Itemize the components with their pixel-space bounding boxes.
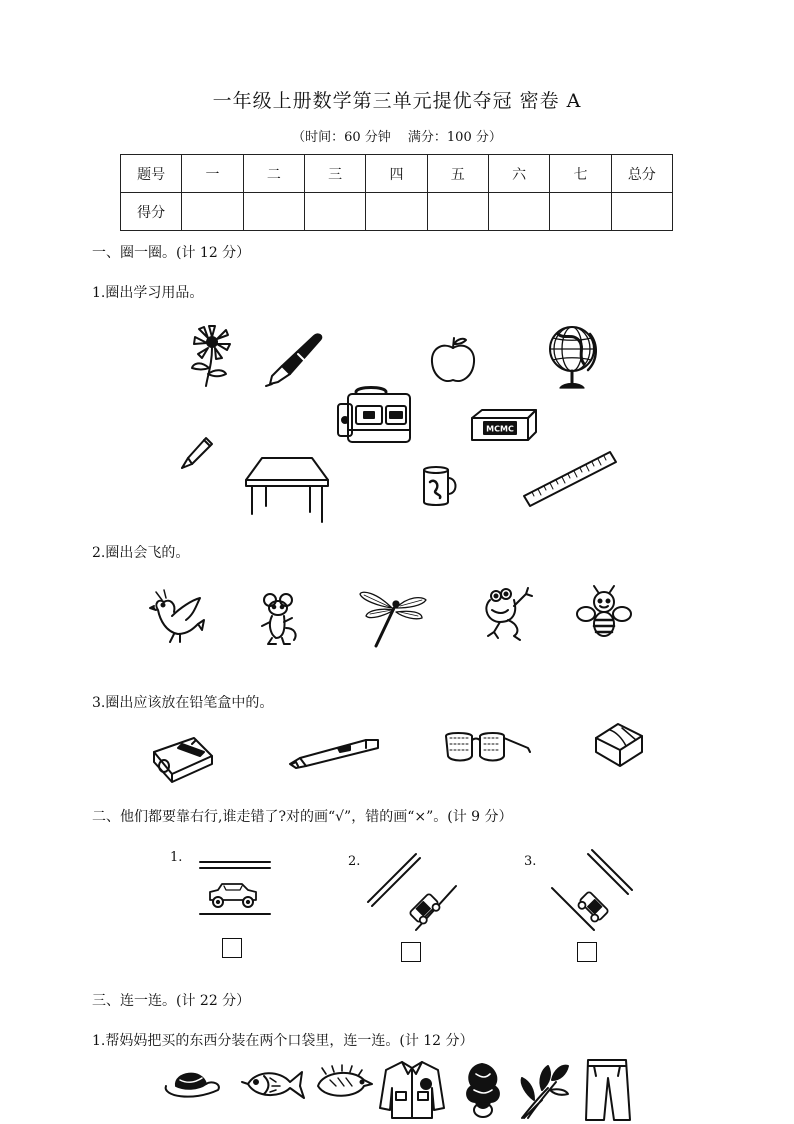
answer-box-1[interactable] bbox=[222, 938, 242, 958]
score-cell[interactable] bbox=[304, 193, 365, 231]
section1-q3-prompt: 3.圈出应该放在铅笔盒中的。 bbox=[92, 695, 274, 711]
trousers-icon[interactable] bbox=[580, 1056, 634, 1124]
section1-q2-prompt: 2.圈出会飞的。 bbox=[92, 545, 190, 561]
car-icon bbox=[409, 893, 442, 926]
header-cell: 六 bbox=[488, 155, 549, 193]
vegetable-bunch-icon[interactable] bbox=[512, 1060, 572, 1122]
jacket-icon[interactable] bbox=[378, 1058, 448, 1120]
answer-box-3[interactable] bbox=[577, 942, 597, 962]
header-cell: 一 bbox=[182, 155, 243, 193]
header-cell: 题号 bbox=[121, 155, 182, 193]
score-cell[interactable] bbox=[611, 193, 672, 231]
section3-q1-prompt: 1.帮妈妈把买的东西分装在两个口袋里，连一连。(计 12 分） bbox=[92, 1033, 474, 1049]
header-cell: 五 bbox=[427, 155, 488, 193]
section2-heading: 二、他们都要靠右行,谁走错了?对的画“√”，错的画“×”。(计 9 分） bbox=[92, 809, 513, 825]
page-title: 一年级上册数学第三单元提优夺冠 密卷 A bbox=[212, 90, 582, 112]
ruler-icon[interactable] bbox=[520, 448, 620, 514]
road-item-number: 1. bbox=[170, 850, 183, 865]
score-cell[interactable] bbox=[182, 193, 243, 231]
score-cell[interactable] bbox=[366, 193, 427, 231]
bee-icon[interactable] bbox=[576, 584, 634, 642]
hedgehog-icon[interactable] bbox=[312, 1064, 374, 1104]
globe-icon[interactable] bbox=[544, 322, 602, 396]
header-cell: 四 bbox=[366, 155, 427, 193]
score-table bbox=[120, 154, 673, 231]
score-table-header-row bbox=[121, 155, 673, 193]
score-table-score-row bbox=[121, 193, 673, 231]
eraser-icon[interactable] bbox=[468, 404, 540, 444]
score-cell[interactable] bbox=[243, 193, 304, 231]
road-scene-2 bbox=[364, 852, 460, 932]
dragonfly-icon[interactable] bbox=[356, 586, 432, 650]
exam-info: （时间：60 分钟 满分：100 分） bbox=[292, 130, 502, 145]
section1-heading: 一、圈一圈。(计 12 分） bbox=[92, 245, 251, 261]
fish-icon[interactable] bbox=[240, 1064, 306, 1104]
road-item-number: 2. bbox=[348, 854, 361, 869]
flower-icon[interactable] bbox=[190, 324, 240, 390]
road-scene-1 bbox=[198, 856, 274, 920]
answer-box-2[interactable] bbox=[401, 942, 421, 962]
cabbage-icon[interactable] bbox=[460, 1060, 506, 1120]
pencil-icon[interactable] bbox=[178, 432, 216, 470]
score-row-label: 得分 bbox=[121, 193, 182, 231]
bird-icon[interactable] bbox=[150, 590, 206, 646]
frog-icon[interactable] bbox=[478, 586, 534, 644]
score-cell[interactable] bbox=[488, 193, 549, 231]
hat-icon[interactable] bbox=[162, 1064, 222, 1104]
school-bag-icon[interactable] bbox=[334, 384, 414, 446]
score-cell[interactable] bbox=[550, 193, 611, 231]
header-cell: 七 bbox=[550, 155, 611, 193]
eraser-brand-text: MCMC bbox=[486, 424, 514, 434]
section1-q1-prompt: 1.圈出学习用品。 bbox=[92, 285, 204, 301]
utility-knife-icon[interactable] bbox=[286, 736, 384, 770]
header-cell: 三 bbox=[304, 155, 365, 193]
mug-icon[interactable] bbox=[420, 464, 460, 508]
mouse-icon[interactable] bbox=[258, 592, 302, 648]
eraser-block-icon[interactable] bbox=[592, 718, 648, 772]
car-icon bbox=[576, 891, 609, 924]
section3-heading: 三、连一连。(计 22 分） bbox=[92, 993, 251, 1009]
score-cell[interactable] bbox=[427, 193, 488, 231]
apple-icon[interactable] bbox=[428, 336, 478, 386]
fountain-pen-icon[interactable] bbox=[262, 330, 328, 388]
sharpener-icon[interactable] bbox=[148, 730, 218, 784]
road-scene-3 bbox=[546, 852, 636, 932]
table-icon[interactable] bbox=[242, 454, 332, 524]
header-cell: 总分 bbox=[611, 155, 672, 193]
glasses-icon[interactable] bbox=[442, 728, 534, 774]
car-icon bbox=[210, 884, 256, 907]
road-item-number: 3. bbox=[524, 854, 537, 869]
header-cell: 二 bbox=[243, 155, 304, 193]
